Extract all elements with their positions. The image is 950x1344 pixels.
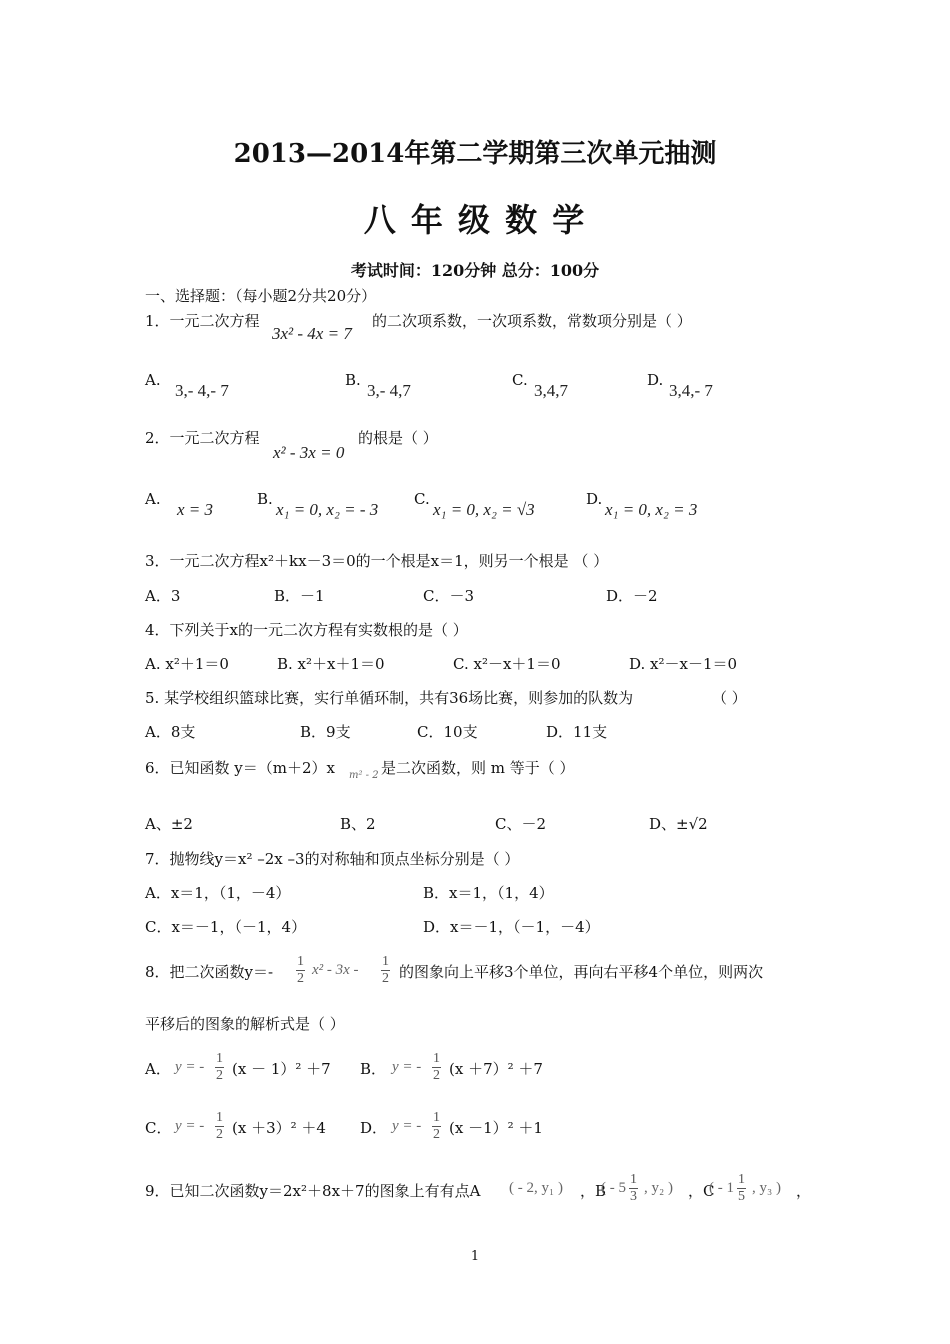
q4-option-b: B. x²＋x＋1＝0: [277, 655, 385, 673]
q8-option-d-fraction: [432, 1110, 441, 1143]
fraction-denominator: 2: [297, 971, 304, 986]
exam-title: 2013—2014年第二学期第三次单元抽测: [233, 139, 717, 169]
q4-stem: 4．下列关于x的一元二次方程有实数根的是（ ）: [145, 621, 468, 639]
q4-option-a: A. x²＋1＝0: [145, 655, 229, 673]
q8-option-c-label: C．: [145, 1119, 172, 1137]
q3-option-b: B．－1: [274, 587, 325, 605]
q8-option-a: (x － 1）² ＋7: [232, 1060, 331, 1078]
q1-option-c-label: C.: [512, 371, 528, 389]
fraction-numerator: 1: [738, 1172, 745, 1187]
q8-stem-a: 8．把二次函数y＝-: [145, 963, 274, 981]
q8-fraction-half: [296, 954, 305, 987]
q8-option-a-label: A．: [145, 1060, 171, 1078]
q1-stem-a: 1．一元二次方程: [145, 312, 260, 330]
subject-title: 八 年 级 数 学: [363, 201, 587, 239]
q9-point-c-start: ( - 1: [709, 1180, 734, 1196]
fraction-numerator: 1: [433, 1051, 440, 1066]
q2-option-d-label: D.: [586, 490, 603, 508]
q8-option-d: (x －1）² ＋1: [449, 1119, 543, 1137]
q8-stem-mid: x² - 3x -: [312, 962, 359, 978]
q1-option-a-label: A.: [145, 371, 161, 389]
q4-option-d: D. x²－x－1＝0: [629, 655, 738, 673]
q9-stem: 9．已知二次函数y＝2x²＋8x＋7的图象上有有点A: [145, 1182, 481, 1200]
q9-sep-c: ，C: [688, 1182, 715, 1200]
fraction-denominator: 2: [216, 1127, 223, 1142]
fraction-denominator: 2: [433, 1127, 440, 1142]
q2-option-d: x₁ = 0, x₂ = 3: [605, 500, 698, 519]
q8-stem-c: 平移后的图象的解析式是（ ）: [145, 1015, 345, 1033]
q7-option-d: D．x＝－1，（－1，－4）: [423, 918, 600, 936]
q7-option-a: A．x＝1，（1，－4）: [145, 884, 291, 902]
q8-option-b-fraction: [432, 1051, 441, 1084]
q5-option-c: C．10支: [417, 723, 478, 741]
q1-option-d-label: D.: [647, 371, 664, 389]
q9-sep-b: ，B: [580, 1182, 607, 1200]
fraction-numerator: 1: [382, 954, 389, 969]
fraction-denominator: 2: [216, 1068, 223, 1083]
q8-option-b: (x ＋7）² ＋7: [449, 1060, 543, 1078]
fraction-numerator: 1: [433, 1110, 440, 1125]
q7-stem: 7．抛物线y＝x² –2x –3的对称轴和顶点坐标分别是（ ）: [145, 850, 520, 868]
q6-stem-b: 是二次函数，则 m 等于（ ）: [381, 759, 575, 777]
q5-option-d: D．11支: [546, 723, 608, 741]
q1-option-c: 3,4,7: [534, 381, 568, 400]
q8-option-c-fraction: [215, 1110, 224, 1143]
q3-stem: 3．一元二次方程x²＋kx－3＝0的一个根是x＝1，则另一个根是 （ ）: [145, 552, 609, 570]
q2-option-b: x₁ = 0, x₂ = - 3: [276, 500, 379, 519]
q8-option-c: (x ＋3）² ＋4: [232, 1119, 326, 1137]
q9-point-c-fraction: [737, 1172, 746, 1205]
q1-option-d: 3,4,- 7: [669, 381, 713, 400]
q2-option-b-label: B.: [257, 490, 273, 508]
q5-stem: 5. 某学校组织篮球比赛，实行单循环制，共有36场比赛，则参加的队数为: [145, 689, 634, 707]
q3-option-a: A．3: [145, 587, 181, 605]
q2-equation: x² - 3x = 0: [273, 443, 345, 462]
q8-option-a-prefix: y = -: [175, 1059, 205, 1075]
q7-option-b: B．x＝1，（1，4）: [423, 884, 554, 902]
q6-option-c: C、－2: [495, 815, 547, 833]
q5-option-a: A．8支: [145, 723, 196, 741]
q6-option-a: A、±2: [145, 815, 193, 833]
fraction-denominator: 2: [433, 1068, 440, 1083]
page-number: 1: [470, 1249, 480, 1264]
q8-option-b-prefix: y = -: [392, 1059, 422, 1075]
q1-option-b-label: B.: [345, 371, 361, 389]
q7-option-c: C．x＝－1，（－1，4）: [145, 918, 307, 936]
fraction-numerator: 1: [216, 1110, 223, 1125]
q8-option-b-label: B．: [360, 1060, 387, 1078]
q2-option-a-label: A.: [145, 490, 161, 508]
fraction-numerator: 1: [630, 1172, 637, 1187]
q8-stem-b: 的图象向上平移3个单位，再向右平移4个单位，则两次: [399, 963, 764, 981]
q5-option-b: B．9支: [300, 723, 351, 741]
fraction-numerator: 1: [297, 954, 304, 969]
q6-exponent: m² - 2: [349, 770, 379, 781]
q3-option-d: D．－2: [606, 587, 658, 605]
q9-point-b-end: , y₂ ): [644, 1180, 673, 1196]
fraction-denominator: 3: [630, 1189, 637, 1204]
q2-option-a: x = 3: [177, 500, 214, 519]
q4-option-c: C. x²－x＋1＝0: [453, 655, 561, 673]
q1-option-a: 3,- 4,- 7: [175, 381, 229, 400]
q1-stem-b: 的二次项系数，一次项系数，常数项分别是（ ）: [372, 312, 692, 330]
fraction-denominator: 5: [738, 1189, 745, 1204]
q8-option-a-fraction: [215, 1051, 224, 1084]
q9-point-b-start: ( - 5: [601, 1180, 626, 1196]
q6-option-d: D、±√2: [649, 815, 708, 833]
q2-stem-b: 的根是（ ）: [358, 429, 438, 447]
exam-info: 考试时间：120分钟 总分：100分: [350, 261, 600, 280]
section-heading: 一、选择题：（每小题2分共20分）: [145, 287, 377, 305]
q8-option-d-prefix: y = -: [392, 1118, 422, 1134]
q1-option-b: 3,- 4,7: [367, 381, 411, 400]
q8-option-c-prefix: y = -: [175, 1118, 205, 1134]
q6-option-b: B、2: [340, 815, 376, 833]
q2-option-c: x₁ = 0, x₂ = √3: [433, 500, 535, 519]
q2-option-c-label: C.: [414, 490, 430, 508]
q8-fraction-half-2: [381, 954, 390, 987]
fraction-numerator: 1: [216, 1051, 223, 1066]
fraction-denominator: 2: [382, 971, 389, 986]
q5-answer-paren: （ ）: [712, 689, 747, 707]
q9-point-c-end: , y₃ ): [752, 1180, 781, 1196]
q1-equation: 3x² - 4x = 7: [272, 324, 352, 343]
q9-point-b-fraction: [629, 1172, 638, 1205]
q3-option-c: C．－3: [423, 587, 475, 605]
q8-option-d-label: D．: [360, 1119, 388, 1137]
q9-point-a: ( - 2, y₁ ): [509, 1180, 563, 1196]
q9-end: ，: [796, 1182, 812, 1200]
q6-stem-a: 6．已知函数 y＝（m＋2）x: [145, 759, 336, 777]
q2-stem-a: 2．一元二次方程: [145, 429, 260, 447]
